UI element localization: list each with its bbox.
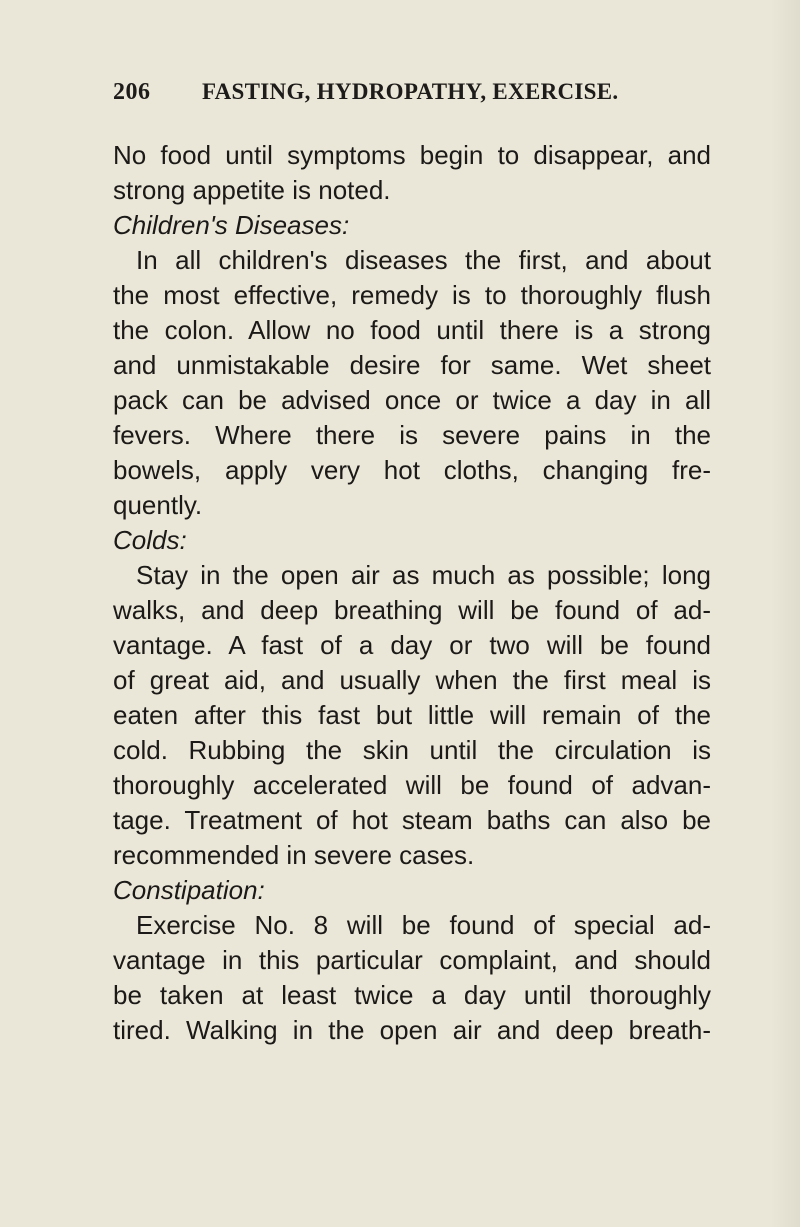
text-line: Stay in the open air as much as possible; long [136, 560, 711, 590]
text-line: walks, and deep breathing will be found of ad- [113, 595, 711, 625]
text-line: the most effective, remedy is to thoroughly flush [113, 280, 711, 310]
text-line: of great aid, and usually when the first meal is [113, 665, 711, 695]
section-heading-childrens-diseases: Children's Diseases: [113, 210, 350, 240]
text-line: cold. Rubbing the skin until the circulation is [113, 735, 711, 765]
running-head: FASTING, HYDROPATHY, EXERCISE. [202, 79, 619, 104]
text-line: recommended in severe cases. [113, 840, 475, 870]
text-line: vantage in this particular complaint, and should [113, 945, 711, 975]
text-line: thoroughly accelerated will be found of advan- [113, 770, 711, 800]
text-line: vantage. A fast of a day or two will be found [113, 630, 711, 660]
section-heading-constipation: Constipation: [113, 875, 265, 905]
text-line: No food until symptoms begin to disappear, and [113, 140, 711, 170]
text-line: quently. [113, 490, 203, 520]
text-line: In all children's diseases the first, and about [136, 245, 711, 275]
text-line: be taken at least twice a day until thoroughly [113, 980, 711, 1010]
text-line: strong appetite is noted. [113, 175, 391, 205]
page-number: 206 [113, 79, 151, 105]
body-text [113, 138, 711, 1048]
text-line: bowels, apply very hot cloths, changing fre- [113, 455, 711, 485]
text-line: the colon. Allow no food until there is a strong [113, 315, 711, 345]
text-line: tage. Treatment of hot steam baths can also be [113, 805, 711, 835]
text-line: and unmistakable desire for same. Wet sheet [113, 350, 711, 380]
text-line: eaten after this fast but little will remain of the [113, 700, 711, 730]
text-line: tired. Walking in the open air and deep breath- [113, 1015, 711, 1045]
section-heading-colds: Colds: [113, 525, 187, 555]
page-header [113, 74, 673, 110]
text-line: fevers. Where there is severe pains in the [113, 420, 711, 450]
text-line: Exercise No. 8 will be found of special ad- [136, 910, 711, 940]
text-line: pack can be advised once or twice a day in all [113, 385, 711, 415]
